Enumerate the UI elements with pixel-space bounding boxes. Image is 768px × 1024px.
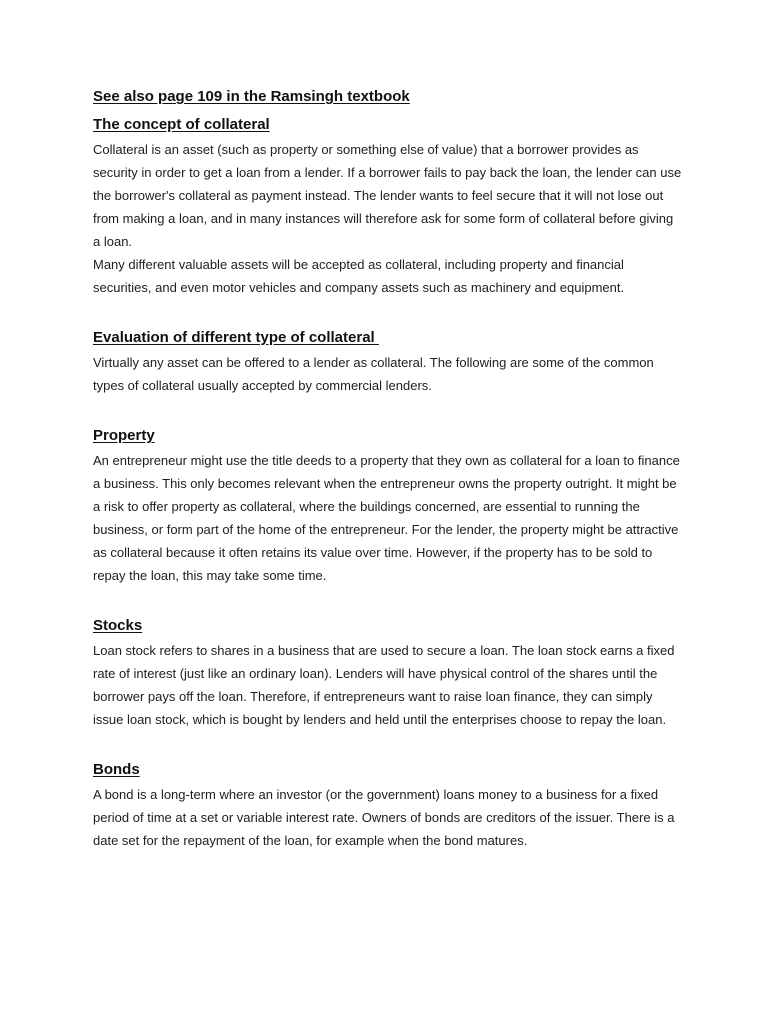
stocks-paragraph: Loan stock refers to shares in a business that are used to secure a loan. The loan stock earns a fixed rate of interest (just like an ordinary loan). Lenders will have physical control of the shares until the borrower pays off the loan. Therefore, if entrepreneurs want to raise loan finance, they can simply issue loan stock, which is bought by lenders and held until the enterprises choose to repay the loan. <box>93 643 675 727</box>
evaluation-paragraph: Virtually any asset can be offered to a lender as collateral. The following are some of the common types of collateral usually accepted by commercial lenders. <box>93 355 654 393</box>
section-heading-property: Property <box>93 427 155 444</box>
reference-heading: See also page 109 in the Ramsingh textbook <box>93 88 410 105</box>
section-heading-collateral-concept: The concept of collateral <box>93 116 270 133</box>
property-paragraph: An entrepreneur might use the title deeds to a property that they own as collateral for a loan to finance a business. This only becomes relevant when the entrepreneur owns the property outright. It might be a risk to offer property as collateral, where the buildings concerned, are essential to running the business, or form part of the home of the entrepreneur. For the lender, the property might be attractive as collateral because it often retains its value over time. However, if the property has to be sold to repay the loan, this may take some time. <box>93 453 680 583</box>
section-heading-stocks: Stocks <box>93 617 143 634</box>
section-heading-evaluation: Evaluation of different type of collateral <box>93 329 379 346</box>
bonds-paragraph: A bond is a long-term where an investor (or the government) loans money to a business for a fixed period of time at a set or variable interest rate. Owners of bonds are creditors of the issuer. There is a date set for the repayment of the loan, for example when the bond matures. <box>93 787 675 848</box>
document-page <box>93 87 683 852</box>
collateral-concept-paragraph-1: Collateral is an asset (such as property or something else of value) that a borrower provides as security in order to get a loan from a lender. If a borrower fails to pay back the loan, the lender can use the borrower's collateral as payment instead. The lender wants to feel secure that it will not lose out from making a loan, and in many instances will therefore ask for some form of collateral before giving a loan. <box>93 142 682 249</box>
collateral-concept-paragraph-2: Many different valuable assets will be accepted as collateral, including property and financial securities, and even motor vehicles and company assets such as machinery and equipment. <box>93 257 625 295</box>
section-heading-bonds: Bonds <box>93 761 140 778</box>
